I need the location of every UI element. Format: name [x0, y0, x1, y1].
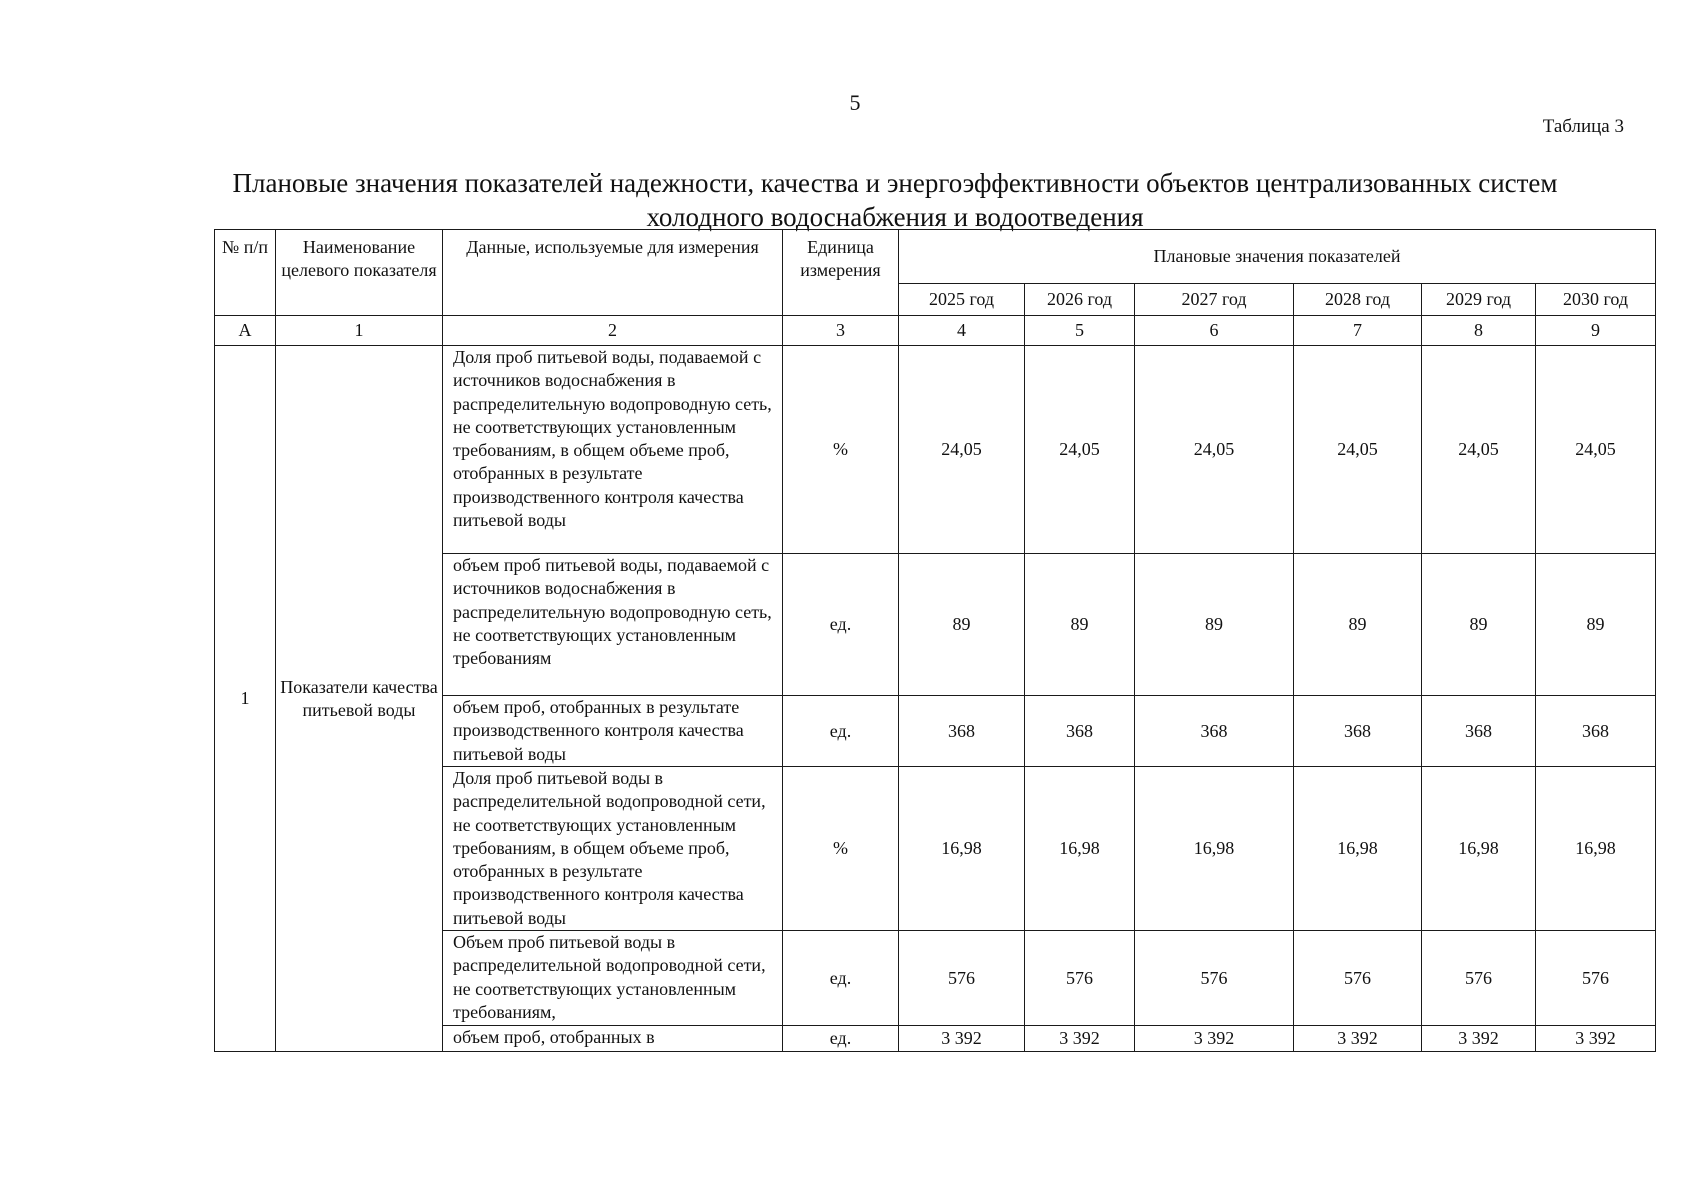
row-value: 89	[1025, 554, 1135, 696]
group-indicator-name: Показатели качества питьевой воды	[276, 346, 443, 1052]
column-number: 7	[1294, 316, 1422, 346]
row-value: 89	[1135, 554, 1294, 696]
row-unit: %	[783, 346, 899, 554]
row-value: 16,98	[1422, 767, 1536, 931]
row-unit: ед.	[783, 1026, 899, 1052]
row-value: 24,05	[899, 346, 1025, 554]
row-unit: %	[783, 767, 899, 931]
column-number: А	[215, 316, 276, 346]
page-number: 5	[849, 90, 861, 115]
row-value: 24,05	[1294, 346, 1422, 554]
row-value: 24,05	[1135, 346, 1294, 554]
header-year: 2029 год	[1422, 284, 1536, 316]
row-value: 576	[1294, 931, 1422, 1026]
row-value: 368	[1135, 696, 1294, 767]
header-year: 2025 год	[899, 284, 1025, 316]
column-number: 5	[1025, 316, 1135, 346]
row-value: 3 392	[899, 1026, 1025, 1052]
row-value: 576	[1536, 931, 1656, 1026]
row-value: 368	[1025, 696, 1135, 767]
row-description: объем проб, отобранных в результате производственного контроля качества питьевой воды	[443, 696, 783, 767]
row-description: Доля проб питьевой воды, подаваемой с источников водоснабжения в распределительную водопроводную сеть, не соответствующих установленным требованиям, в общем объеме проб, отобранных в результате производственного контроля качества питьевой воды	[443, 346, 783, 554]
row-value: 24,05	[1025, 346, 1135, 554]
column-number: 2	[443, 316, 783, 346]
header-year: 2026 год	[1025, 284, 1135, 316]
row-value: 368	[1536, 696, 1656, 767]
row-description: объем проб питьевой воды, подаваемой с источников водоснабжения в распределительную водопроводную сеть, не соответствующих установленным требованиям	[443, 554, 783, 696]
row-value: 24,05	[1536, 346, 1656, 554]
row-value: 89	[1422, 554, 1536, 696]
row-value: 576	[1422, 931, 1536, 1026]
table-label: Таблица 3	[1542, 116, 1624, 137]
group-number: 1	[215, 346, 276, 1052]
column-number-row	[215, 316, 1656, 346]
row-value: 368	[1422, 696, 1536, 767]
column-number: 9	[1536, 316, 1656, 346]
column-number: 6	[1135, 316, 1294, 346]
row-value: 16,98	[1536, 767, 1656, 931]
row-description: Доля проб питьевой воды в распределительной водопроводной сети, не соответствующих установленным требованиям, в общем объеме проб, отобранных в результате производственного контроля качества питьевой воды	[443, 767, 783, 931]
column-number: 8	[1422, 316, 1536, 346]
title-line-1: Плановые значения показателей надежности, качества и энергоэффективности объектов централизованных систем	[232, 168, 1558, 198]
planned-values-table	[214, 229, 1656, 1052]
row-value: 89	[1536, 554, 1656, 696]
row-value: 3 392	[1135, 1026, 1294, 1052]
header-num: № п/п	[215, 230, 276, 316]
row-description: Объем проб питьевой воды в распределительной водопроводной сети, не соответствующих установленным требованиям,	[443, 931, 783, 1026]
table-row	[215, 346, 1656, 554]
header-row	[215, 230, 1656, 284]
row-value: 3 392	[1422, 1026, 1536, 1052]
title-line-2: холодного водоснабжения и водоотведения	[646, 202, 1144, 232]
row-value: 89	[899, 554, 1025, 696]
row-value: 16,98	[899, 767, 1025, 931]
row-value: 576	[1135, 931, 1294, 1026]
row-value: 16,98	[1025, 767, 1135, 931]
row-value: 576	[899, 931, 1025, 1026]
row-value: 3 392	[1025, 1026, 1135, 1052]
row-value: 368	[899, 696, 1025, 767]
header-year: 2027 год	[1135, 284, 1294, 316]
row-value: 368	[1294, 696, 1422, 767]
header-year: 2028 год	[1294, 284, 1422, 316]
row-value: 16,98	[1294, 767, 1422, 931]
row-value: 3 392	[1294, 1026, 1422, 1052]
column-number: 4	[899, 316, 1025, 346]
document-title	[195, 166, 1595, 234]
column-number: 3	[783, 316, 899, 346]
row-value: 89	[1294, 554, 1422, 696]
row-value: 576	[1025, 931, 1135, 1026]
row-unit: ед.	[783, 931, 899, 1026]
row-value: 24,05	[1422, 346, 1536, 554]
header-unit: Единица измерения	[783, 230, 899, 316]
header-indicator-name: Наименование целевого показателя	[276, 230, 443, 316]
column-number: 1	[276, 316, 443, 346]
header-planned-values: Плановые значения показателей	[899, 230, 1656, 284]
row-value: 3 392	[1536, 1026, 1656, 1052]
row-value: 16,98	[1135, 767, 1294, 931]
row-unit: ед.	[783, 696, 899, 767]
header-measurement-data: Данные, используемые для измерения	[443, 230, 783, 316]
header-year: 2030 год	[1536, 284, 1656, 316]
row-description: объем проб, отобранных в	[443, 1026, 783, 1052]
row-unit: ед.	[783, 554, 899, 696]
